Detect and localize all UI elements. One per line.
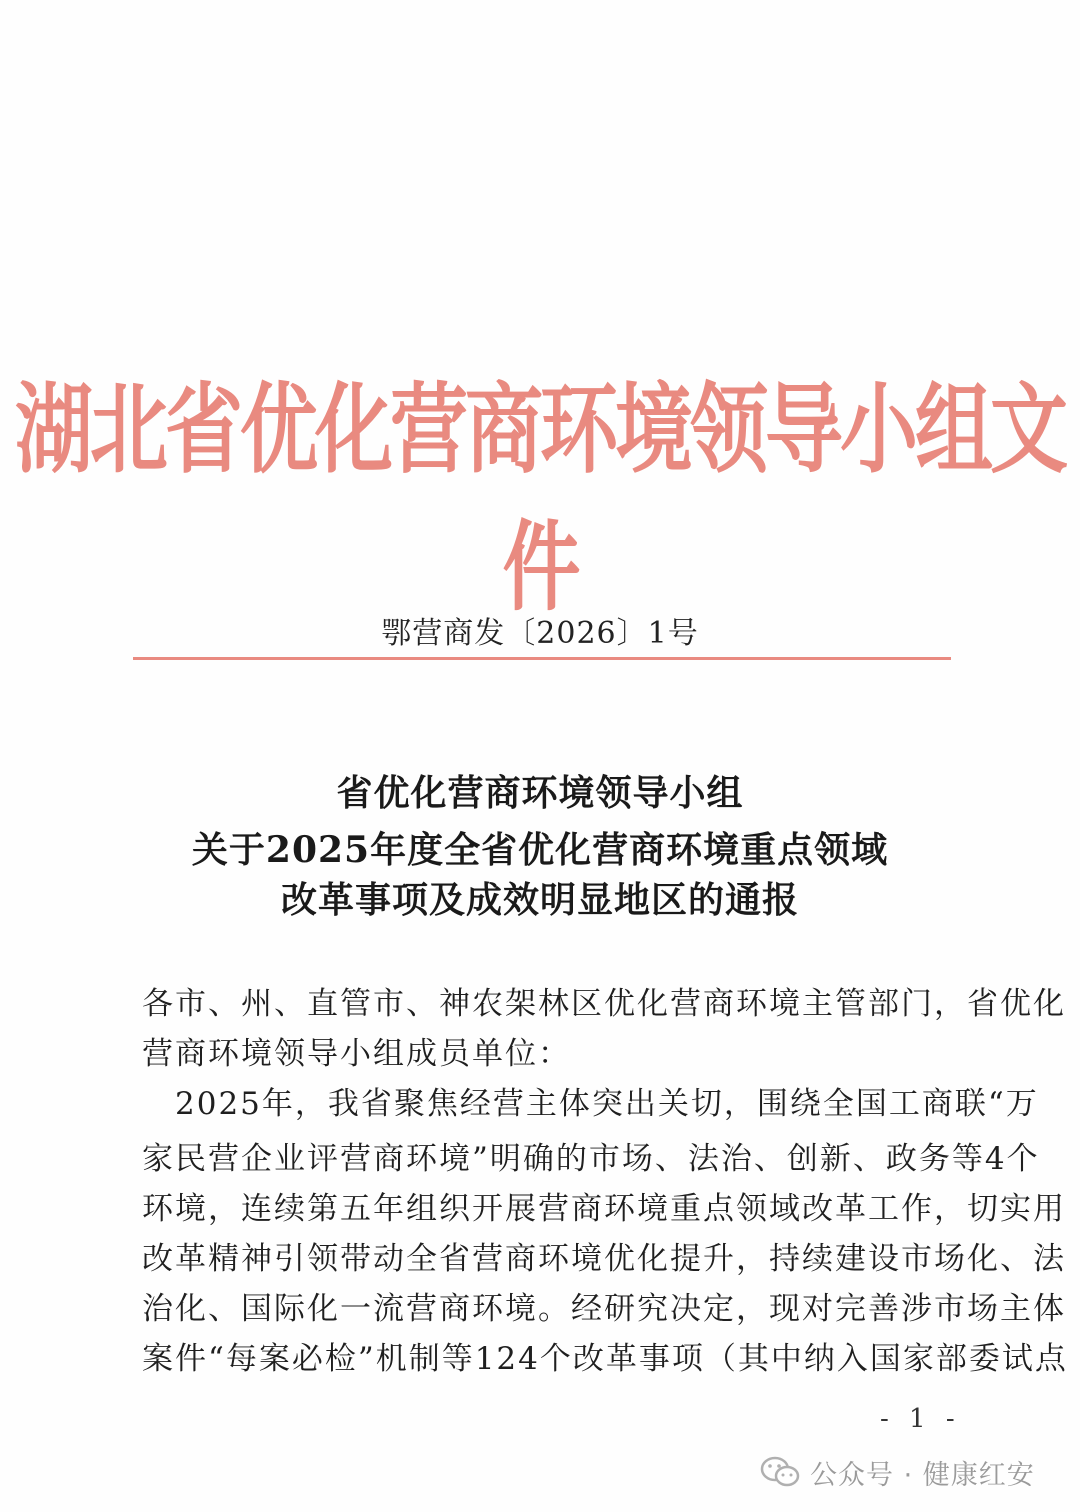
body-line: 环境，连续第五年组织开展营商环境重点领域改革工作，切实用	[142, 1191, 1066, 1227]
red-divider	[133, 657, 951, 660]
body-line: 2025年，我省聚焦经营主体突出关切，围绕全国工商联“万	[142, 1086, 1039, 1122]
body-line: 案件“每案必检”机制等124个改革事项（其中纳入国家部委试点	[142, 1341, 1068, 1377]
wechat-icon	[760, 1455, 800, 1489]
body-line: 治化、国际化一流营商环境。经研究决定，现对完善涉市场主体	[142, 1291, 1066, 1327]
body-line: 营商环境领导小组成员单位：	[142, 1036, 571, 1072]
wechat-source-watermark	[760, 1452, 1035, 1492]
page-number: - 1 -	[880, 1404, 961, 1434]
footer-source-label: 公众号 · 健康红安	[810, 1459, 1035, 1491]
headline-line-2: 关于2025年度全省优化营商环境重点领域	[191, 829, 889, 871]
headline-line-1: 省优化营商环境领导小组	[336, 772, 744, 814]
body-line: 各市、州、直管市、神农架林区优化营商环境主管部门，省优化	[142, 986, 1066, 1022]
document-number: 鄂营商发〔2026〕1号	[381, 616, 699, 651]
headline-line-3: 改革事项及成效明显地区的通报	[280, 879, 799, 921]
body-line: 改革精神引领带动全省营商环境优化提升，持续建设市场化、法	[142, 1241, 1066, 1277]
issuer-title: 湖北省优化营商环境领导小组文件	[14, 373, 1065, 625]
body-line: 家民营企业评营商环境”明确的市场、法治、创新、政务等4个	[142, 1141, 1040, 1177]
